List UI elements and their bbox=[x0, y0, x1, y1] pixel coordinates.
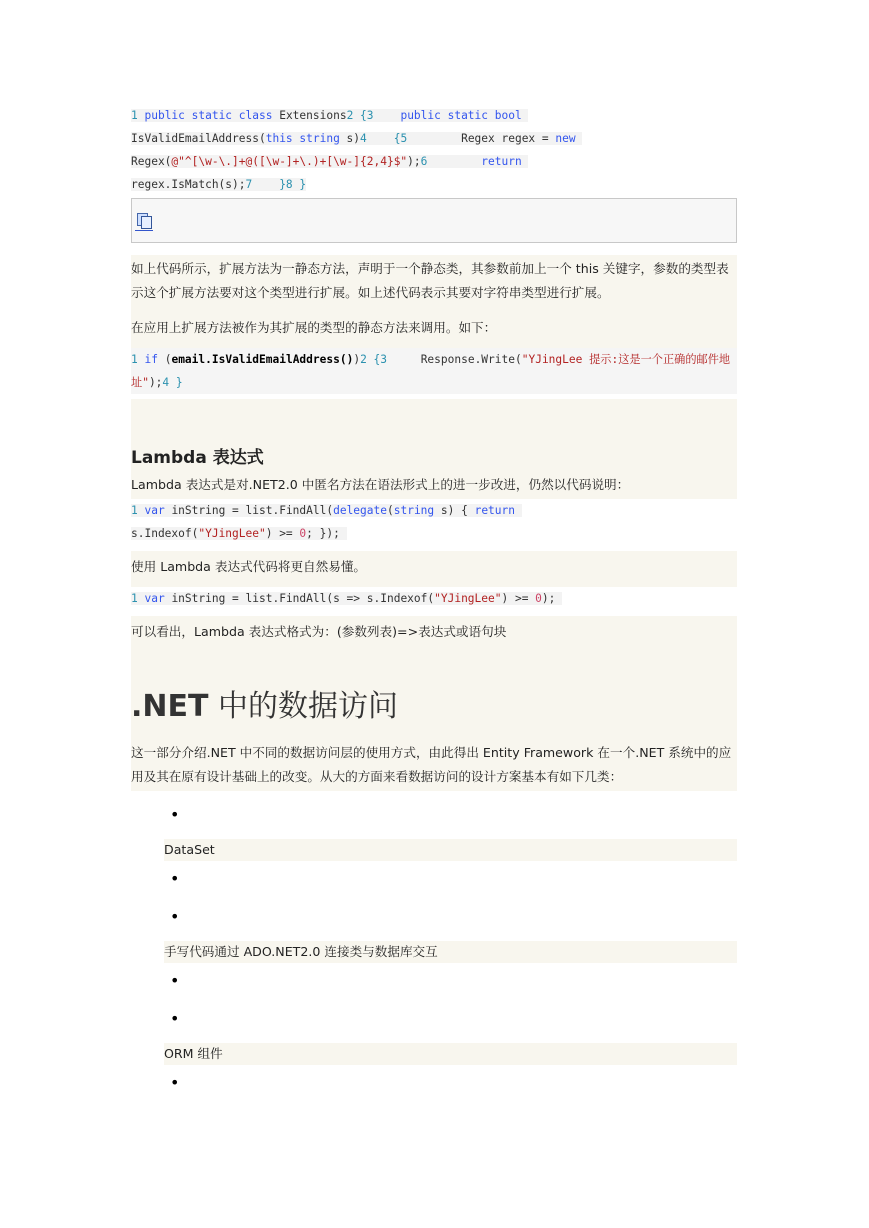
line-number: 2 {3 bbox=[346, 109, 401, 122]
code-text: Regex regex = bbox=[461, 132, 556, 145]
list-item: 手写代码通过 ADO.NET2.0 连接类与数据库交互 bbox=[164, 941, 737, 963]
code-keyword: delegate bbox=[333, 504, 387, 517]
text-section-extension bbox=[131, 255, 737, 348]
paragraph: 在应用上扩展方法被作为其扩展的类型的静态方法来调用。如下： bbox=[131, 320, 497, 335]
code-text: ) >= bbox=[265, 527, 300, 540]
code-string: "YJingLee" bbox=[198, 527, 266, 540]
code-text: Regex( bbox=[131, 155, 172, 168]
code-text: Extensions bbox=[272, 109, 347, 122]
code-keyword: var bbox=[144, 504, 165, 517]
code-keyword: string bbox=[393, 504, 435, 517]
code-text: ( bbox=[386, 504, 394, 517]
copy-code-icon[interactable] bbox=[135, 212, 153, 231]
code-keyword: this string bbox=[265, 132, 340, 145]
list-bullet: • bbox=[170, 805, 180, 824]
section-heading-lambda: Lambda 表达式 bbox=[131, 448, 264, 468]
code-string: "YJingLee" bbox=[434, 592, 502, 605]
code-block-extensions bbox=[131, 104, 737, 196]
code-text: ); bbox=[148, 376, 163, 389]
code-text: ; }); bbox=[306, 527, 340, 540]
code-block-delegate bbox=[131, 499, 737, 545]
line-number: 4 } bbox=[162, 376, 183, 389]
code-text: ( bbox=[157, 353, 172, 366]
line-number: 1 bbox=[131, 109, 145, 122]
net-section bbox=[131, 616, 737, 791]
list-bullet: • bbox=[170, 869, 180, 888]
code-text: ); bbox=[407, 155, 421, 168]
text-section-lambda-easy bbox=[131, 551, 737, 587]
document-page bbox=[131, 104, 737, 1091]
heading-rest-part: 中的数据访问 bbox=[208, 689, 399, 724]
code-keyword: public static bool bbox=[400, 109, 522, 122]
paragraph: 这一部分介绍.NET 中不同的数据访问层的使用方式，由此得出 Entity Framework 在一个.NET 系统中的应用及其在原有设计基础上的改变。从大的方面来看数据访问的设计方案基本有如下几类： bbox=[131, 745, 732, 784]
code-keyword: return bbox=[474, 504, 515, 517]
code-text: inString = list.FindAll( bbox=[164, 504, 334, 517]
paragraph: 如上代码所示，扩展方法为一静态方法，声明于一个静态类，其参数前加上一个 this 关键字，参数的类型表示这个扩展方法要对这个类型进行扩展。如上述代码表示其要对字符串类型进行扩展。 bbox=[131, 261, 729, 300]
code-number: 0 bbox=[299, 527, 307, 540]
code-block-lambda bbox=[131, 587, 737, 610]
list-bullet: • bbox=[170, 1009, 180, 1028]
paragraph: 使用 Lambda 表达式代码将更自然易懂。 bbox=[131, 559, 367, 574]
code-keyword: public static class bbox=[144, 109, 273, 122]
code-text: ) bbox=[353, 353, 361, 366]
line-number: 7 }8 } bbox=[245, 178, 307, 191]
line-number: 1 bbox=[131, 353, 145, 366]
paragraph: Lambda 表达式是对.NET2.0 中匿名方法在语法形式上的进一步改进，仍然以代码说明： bbox=[131, 477, 630, 492]
code-string: @"^[\w-\.]+@([\w-]+\.)+[\w-]{2,4}$" bbox=[171, 155, 408, 168]
lambda-section bbox=[131, 399, 737, 499]
code-text: s.Indexof( bbox=[131, 527, 199, 540]
code-text: regex.IsMatch(s); bbox=[131, 178, 246, 191]
code-string: "YJingLee 提示:这是一个正确的邮件地址" bbox=[131, 353, 731, 389]
heading-bold-part: .NET bbox=[131, 689, 209, 724]
list-bullet: • bbox=[170, 971, 180, 990]
code-text: ) >= bbox=[501, 592, 536, 605]
line-number: 6 bbox=[420, 155, 482, 168]
line-number: 1 bbox=[131, 504, 145, 517]
line-number: 4 {5 bbox=[360, 132, 462, 145]
code-keyword: new bbox=[555, 132, 576, 145]
code-toolbar bbox=[131, 198, 737, 243]
list-item: DataSet bbox=[164, 839, 737, 861]
code-text: s) { bbox=[434, 504, 475, 517]
line-number: 2 {3 bbox=[360, 353, 421, 366]
line-number: 1 bbox=[131, 592, 145, 605]
section-heading-net bbox=[131, 681, 737, 725]
paragraph: 可以看出，Lambda 表达式格式为：(参数列表)=>表达式或语句块 bbox=[131, 624, 507, 639]
code-text: Response.Write( bbox=[420, 353, 522, 366]
code-text: ); bbox=[541, 592, 556, 605]
code-keyword: if bbox=[144, 353, 158, 366]
code-text: inString = list.FindAll(s => s.Indexof( bbox=[164, 592, 435, 605]
code-text: s) bbox=[339, 132, 361, 145]
list-item: ORM 组件 bbox=[164, 1043, 737, 1065]
code-bold-text: email.IsValidEmailAddress() bbox=[171, 353, 354, 366]
code-keyword: var bbox=[144, 592, 165, 605]
data-access-list bbox=[131, 807, 737, 1091]
code-number: 0 bbox=[535, 592, 542, 605]
code-block-if bbox=[131, 348, 737, 394]
list-bullet: • bbox=[170, 907, 180, 926]
code-text: IsValidEmailAddress( bbox=[131, 132, 266, 145]
list-bullet: • bbox=[170, 1073, 180, 1092]
code-keyword: return bbox=[481, 155, 522, 168]
